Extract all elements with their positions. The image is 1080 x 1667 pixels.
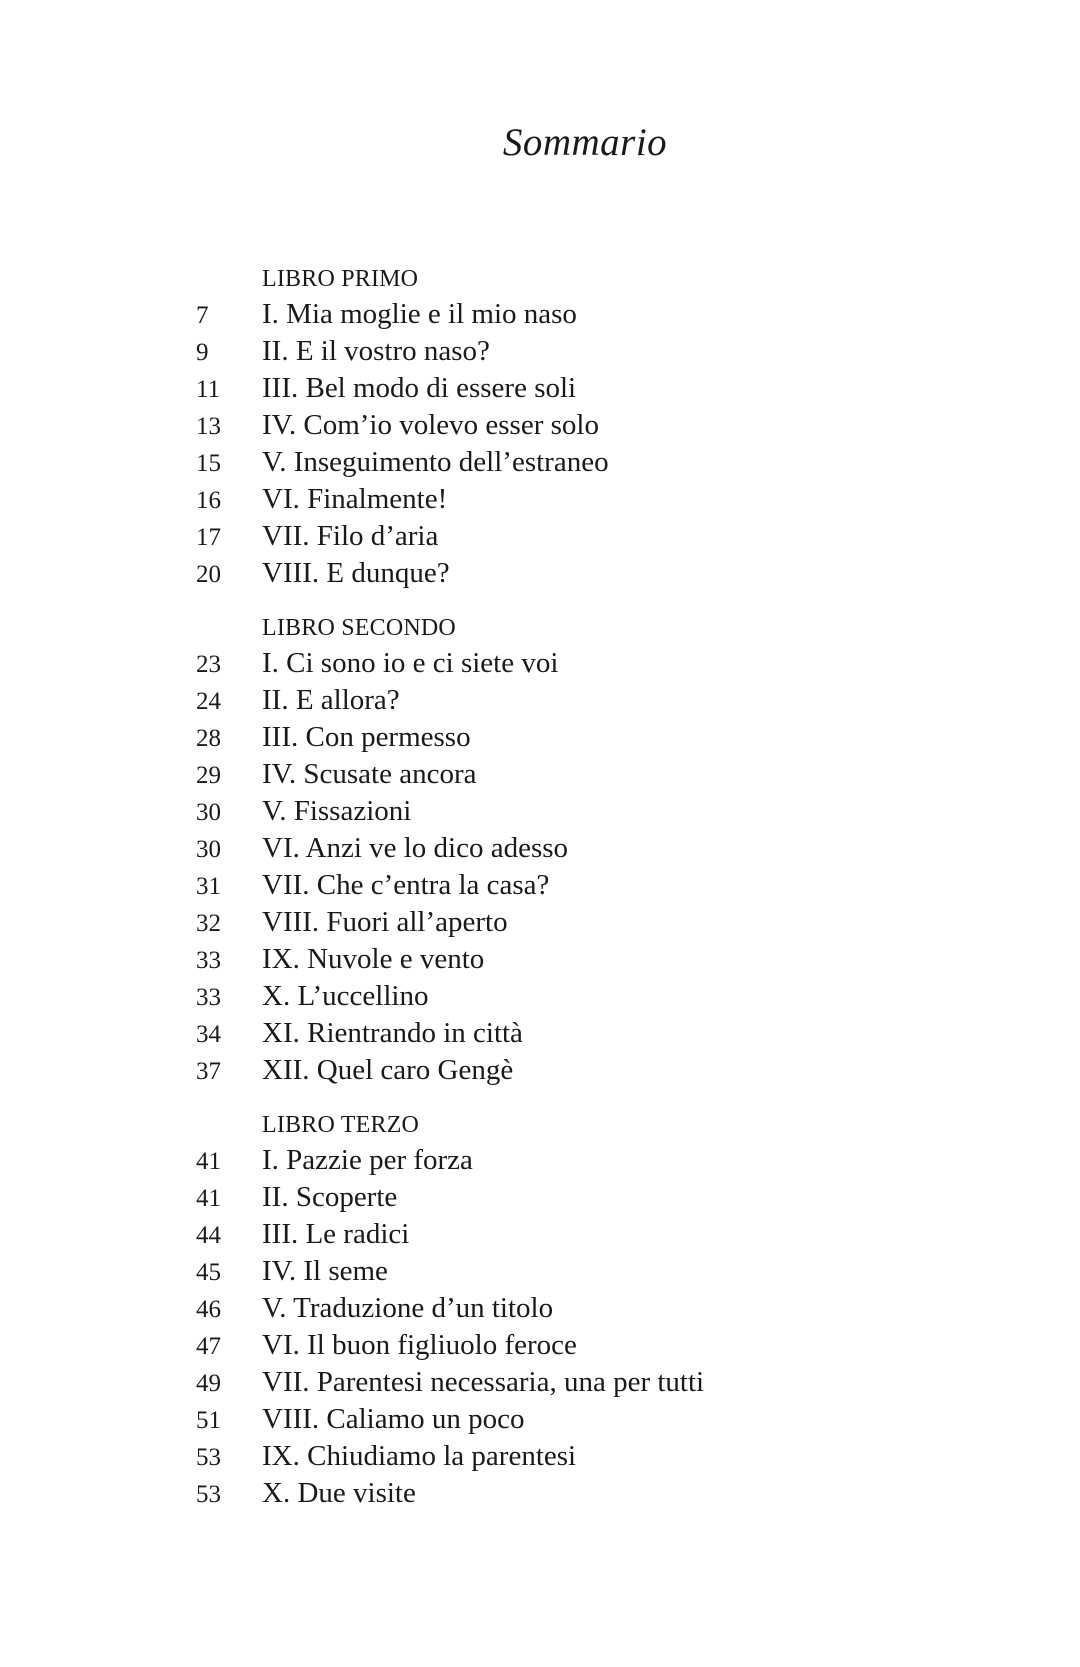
page-number: 32 <box>196 910 221 937</box>
toc-entry <box>196 1290 896 1327</box>
page-number: 30 <box>196 799 221 826</box>
page-number: 34 <box>196 1021 221 1048</box>
chapter-title: V. Traduzione d’un titolo <box>262 1292 554 1324</box>
page-number: 15 <box>196 450 221 477</box>
toc-entry <box>196 756 896 793</box>
toc-section <box>196 611 896 1089</box>
page-number: 13 <box>196 413 221 440</box>
table-of-contents <box>196 262 896 1531</box>
chapter-title: VIII. E dunque? <box>262 557 450 589</box>
toc-entry <box>196 719 896 756</box>
toc-entry <box>196 555 896 592</box>
page-number: 16 <box>196 487 221 514</box>
toc-entry <box>196 830 896 867</box>
page-number: 47 <box>196 1333 221 1360</box>
page-number: 45 <box>196 1259 221 1286</box>
page-number: 29 <box>196 762 221 789</box>
page-number: 41 <box>196 1185 221 1212</box>
chapter-title: I. Mia moglie e il mio naso <box>262 298 577 330</box>
page-number: 41 <box>196 1148 221 1175</box>
chapter-title: IV. Scusate ancora <box>262 758 477 790</box>
chapter-title: III. Bel modo di essere soli <box>262 372 577 404</box>
toc-entry <box>196 682 896 719</box>
toc-entry <box>196 444 896 481</box>
toc-entry <box>196 1438 896 1475</box>
toc-entry <box>196 978 896 1015</box>
chapter-title: VIII. Caliamo un poco <box>262 1403 525 1435</box>
page-number: 17 <box>196 524 221 551</box>
chapter-title: IX. Chiudiamo la parentesi <box>262 1440 577 1472</box>
toc-entry <box>196 1475 896 1512</box>
chapter-title: IV. Com’io volevo esser solo <box>262 409 599 441</box>
chapter-title: X. Due visite <box>262 1477 416 1509</box>
page-number: 28 <box>196 725 221 752</box>
page-number: 24 <box>196 688 221 715</box>
page-number: 53 <box>196 1481 221 1508</box>
toc-entry <box>196 1253 896 1290</box>
chapter-title: VIII. Fuori all’aperto <box>262 906 508 938</box>
toc-entry <box>196 407 896 444</box>
toc-entry <box>196 333 896 370</box>
chapter-title: XII. Quel caro Gengè <box>262 1054 514 1086</box>
toc-entry <box>196 1327 896 1364</box>
toc-entry <box>196 1401 896 1438</box>
toc-entry <box>196 1216 896 1253</box>
page-number: 46 <box>196 1296 221 1323</box>
toc-entry <box>196 941 896 978</box>
page-number: 31 <box>196 873 221 900</box>
chapter-title: II. E il vostro naso? <box>262 335 490 367</box>
section-heading: LIBRO PRIMO <box>262 266 419 292</box>
chapter-title: VI. Finalmente! <box>262 483 448 515</box>
page-number: 7 <box>196 302 209 329</box>
chapter-title: III. Le radici <box>262 1218 410 1250</box>
toc-entry <box>196 793 896 830</box>
page-number: 51 <box>196 1407 221 1434</box>
chapter-title: IX. Nuvole e vento <box>262 943 485 975</box>
toc-section <box>196 262 896 592</box>
page-number: 53 <box>196 1444 221 1471</box>
chapter-title: VI. Anzi ve lo dico adesso <box>262 832 569 864</box>
toc-entry <box>196 481 896 518</box>
toc-entry <box>196 645 896 682</box>
chapter-title: III. Con permesso <box>262 721 471 753</box>
page-number: 11 <box>196 376 221 403</box>
chapter-title: VII. Filo d’aria <box>262 520 439 552</box>
toc-entry <box>196 1052 896 1089</box>
page-number: 37 <box>196 1058 221 1085</box>
chapter-title: VI. Il buon figliuolo feroce <box>262 1329 577 1361</box>
toc-entry <box>196 867 896 904</box>
page-number: 30 <box>196 836 221 863</box>
chapter-title: V. Inseguimento dell’estraneo <box>262 446 609 478</box>
toc-entry <box>196 1364 896 1401</box>
page-number: 44 <box>196 1222 221 1249</box>
toc-entry <box>196 904 896 941</box>
chapter-title: V. Fissazioni <box>262 795 412 827</box>
chapter-title: I. Pazzie per forza <box>262 1144 473 1176</box>
chapter-title: XI. Rientrando in città <box>262 1017 523 1049</box>
section-heading: LIBRO SECONDO <box>262 615 456 641</box>
toc-entry <box>196 1179 896 1216</box>
page-number: 33 <box>196 984 221 1011</box>
page-title: Sommario <box>502 121 668 164</box>
chapter-title: VII. Parentesi necessaria, una per tutti <box>262 1366 705 1398</box>
chapter-title: I. Ci sono io e ci siete voi <box>262 647 559 679</box>
toc-section <box>196 1108 896 1512</box>
toc-entry <box>196 1142 896 1179</box>
section-heading: LIBRO TERZO <box>262 1112 420 1138</box>
toc-entry <box>196 1015 896 1052</box>
page-number: 20 <box>196 561 221 588</box>
chapter-title: II. Scoperte <box>262 1181 398 1213</box>
toc-entry <box>196 518 896 555</box>
page-number: 23 <box>196 651 221 678</box>
chapter-title: VII. Che c’entra la casa? <box>262 869 550 901</box>
chapter-title: II. E allora? <box>262 684 400 716</box>
page-number: 9 <box>196 339 209 366</box>
chapter-title: X. L’uccellino <box>262 980 429 1012</box>
chapter-title: IV. Il seme <box>262 1255 388 1287</box>
toc-entry <box>196 370 896 407</box>
page-number: 33 <box>196 947 221 974</box>
toc-entry <box>196 296 896 333</box>
page-number: 49 <box>196 1370 221 1397</box>
